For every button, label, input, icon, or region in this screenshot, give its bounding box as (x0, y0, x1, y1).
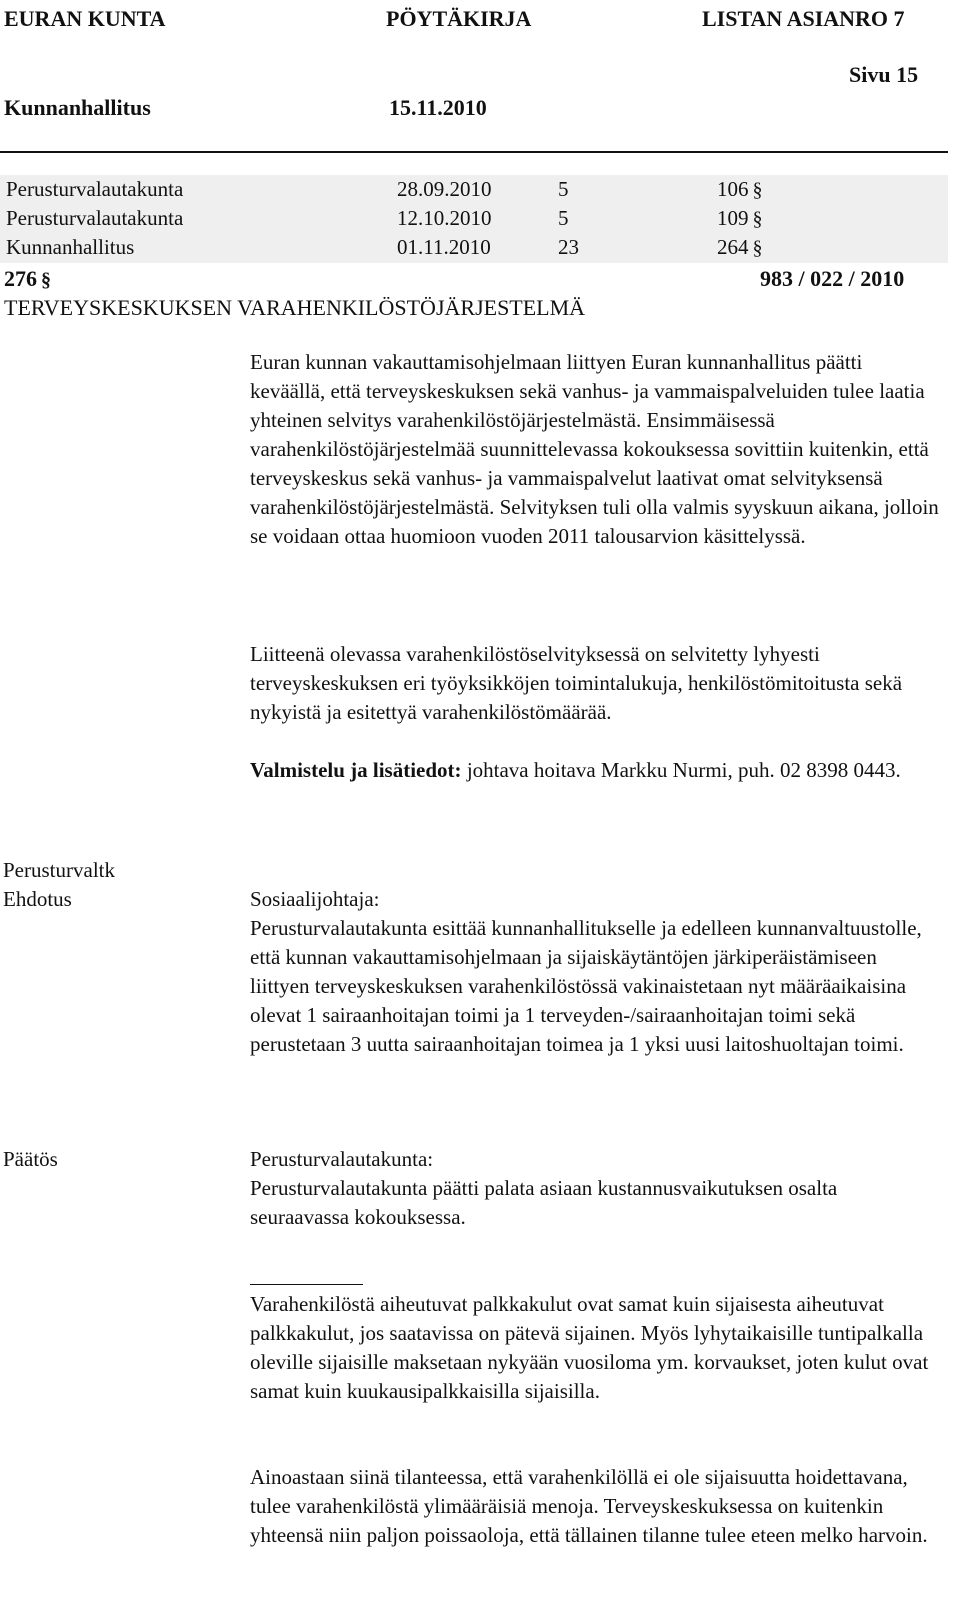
document-type: PÖYTÄKIRJA (386, 6, 532, 31)
section-sign-icon: § (41, 269, 51, 291)
preparation-label: Valmistelu ja lisätiedot: (250, 758, 462, 782)
item-number: 276 § (4, 266, 51, 291)
history-organ: Perusturvalautakunta (6, 177, 184, 201)
meeting-body: Kunnanhallitus (4, 95, 151, 120)
history-number: 23 (558, 235, 579, 259)
proposal-organ-label: Perusturvaltk (3, 858, 115, 882)
section-sign-icon: § (752, 237, 763, 259)
cost-paragraph: Varahenkilöstä aiheutuvat palkkakulut ovat samat kuin sijaisesta aiheutuvat palkkakulut, jos saatavissa on pätevä sijainen. Myös lyhytaikaisille tuntipalkalla oleville sijaisille maksetaan nykyään vuosiloma ym. korvaukset, joten kulut ovat samat kuin kuukausipalkkaisilla sijaisilla. (250, 1292, 929, 1403)
meeting-date: 15.11.2010 (389, 95, 487, 120)
background-paragraph: Euran kunnan vakauttamisohjelmaan liittyen Euran kunnanhallitus päätti keväällä, että terveyskeskuksen sekä vanhus- ja vammaispalveluiden tulee laatia yhteinen selvitys varahenkilöstöjärjestelmästä. Ensimmäisessä varahenkilöstöjärjestelmää suunnittelevassa kokouksessa sovittiin kuitenkin, että terveyskeskus sekä vanhus- ja vammaispalvelut laativat omat selvityksensä varahenkilöstöjärjestelmästä. Selvityksen tuli olla valmis syyskuun aikana, jolloin se voidaan ottaa huomioon vuoden 2011 talousarvion käsittelyssä. (250, 350, 939, 548)
proposal-block (250, 885, 940, 1059)
history-section: 264 § (717, 235, 763, 259)
decision-block (250, 1145, 940, 1232)
history-number: 5 (558, 177, 569, 201)
history-date: 28.09.2010 (397, 177, 492, 201)
proposal-text: Perusturvalautakunta esittää kunnanhallitukselle ja edelleen kunnanvaltuustolle, että kunnan vakauttamisohjelmaan ja sijaiskäytäntöjen järkiperäistämiseen liittyen terveyskeskuksen varahenkilöstössä vakinaistetaan nyt määräaikaisina olevat 1 sairaanhoitajan toimi ja 1 terveyden-/sairaanhoitajan toimi sekä perustetaan 3 uutta sairaanhoitajan toimea ja 1 yksi uusi laitoshuoltajan toimi. (250, 916, 922, 1056)
preparation-contact: johtava hoitava Markku Nurmi, puh. 02 8398 0443. (461, 758, 901, 782)
decision-label: Päätös (3, 1147, 58, 1171)
header-rule (0, 151, 948, 153)
history-organ: Kunnanhallitus (6, 235, 135, 259)
section-sign-icon: § (752, 179, 763, 201)
item-title: TERVEYSKESKUKSEN VARAHENKILÖSTÖJÄRJESTELMÄ (4, 295, 586, 320)
agenda-item-number: LISTAN ASIANRO 7 (702, 6, 905, 31)
extra-cost-paragraph: Ainoastaan siinä tilanteessa, että varahenkilöllä ei ole sijaisuutta hoidettavana, tulee varahenkilöstä ylimääräisiä menoja. Terveyskeskuksessa on kuitenkin yhteensä niin paljon poissaoloja, että tällainen tilanne tulee eteen melko harvoin. (250, 1465, 928, 1547)
proposal-speaker: Sosiaalijohtaja: (250, 887, 380, 911)
page-number: Sivu 15 (849, 62, 919, 87)
decision-speaker: Perusturvalautakunta: (250, 1147, 434, 1171)
history-date: 12.10.2010 (397, 206, 492, 230)
decision-text: Perusturvalautakunta päätti palata asiaan kustannusvaikutuksen osalta seuraavassa kokouksessa. (250, 1176, 838, 1229)
handling-history (0, 175, 948, 263)
diary-number: 983 / 022 / 2010 (760, 266, 905, 291)
municipality-name: EURAN KUNTA (4, 6, 166, 31)
history-date: 01.11.2010 (397, 235, 491, 259)
preparation-info (250, 756, 940, 785)
history-section: 109 § (717, 206, 763, 230)
separator-rule (250, 1284, 363, 1285)
section-sign-icon: § (752, 208, 763, 230)
history-organ: Perusturvalautakunta (6, 206, 184, 230)
history-number: 5 (558, 206, 569, 230)
attachment-paragraph: Liitteenä olevassa varahenkilöstöselvityksessä on selvitetty lyhyesti terveyskeskuksen eri työyksikköjen toimintalukuja, henkilöstömitoitusta sekä nykyistä ja esitettyä varahenkilöstömäärää. (250, 642, 903, 724)
proposal-label: Ehdotus (3, 887, 72, 911)
history-section: 106 § (717, 177, 763, 201)
